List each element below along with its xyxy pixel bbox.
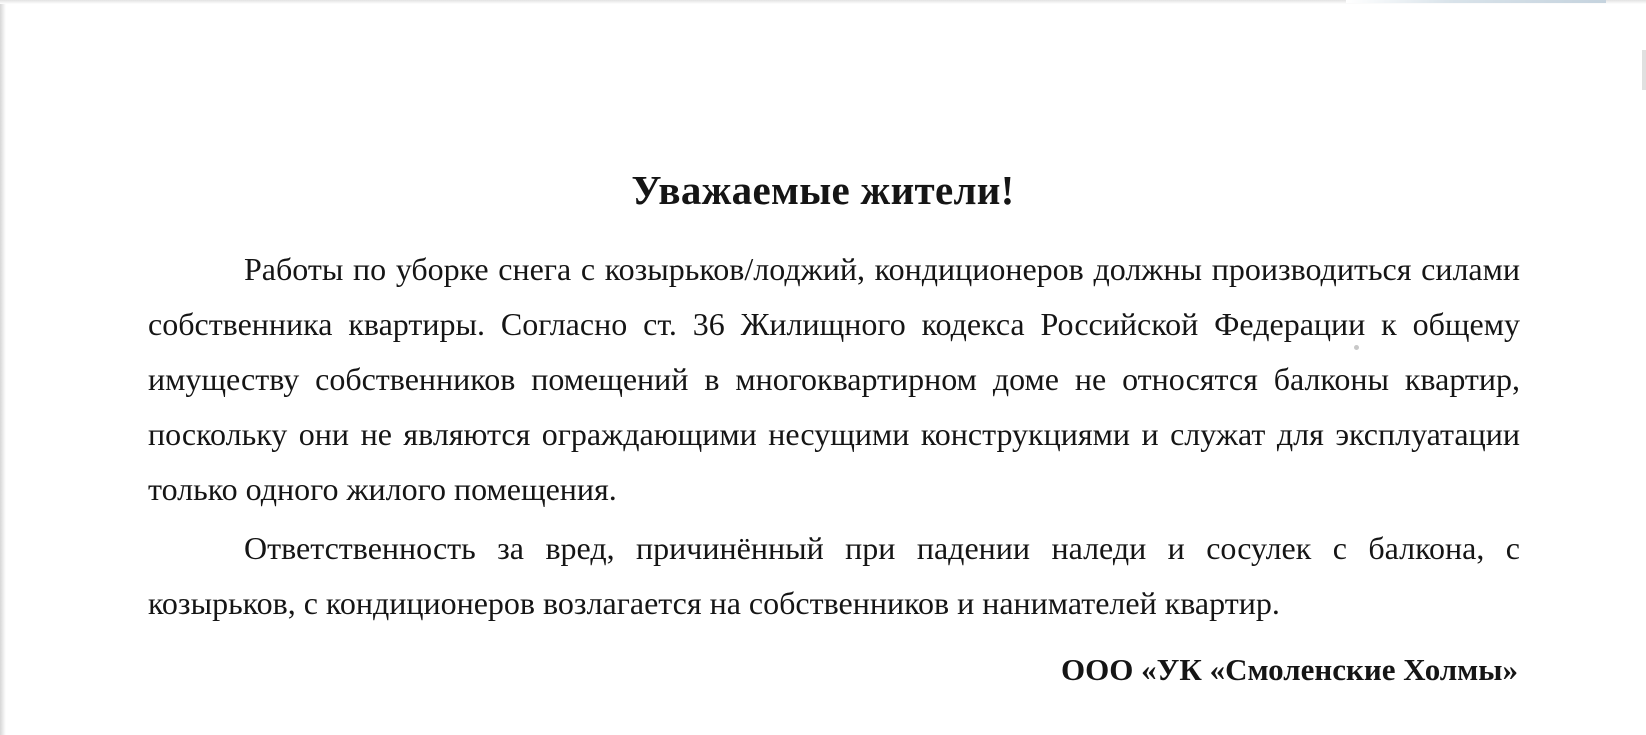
scan-artifact-top-right <box>1346 0 1606 3</box>
paragraph-snow-removal: Работы по уборке снега с козырьков/лоджий, кондиционеров должны производиться силами собственника квартиры. Согласно ст. 36 Жилищного кодекса Российской Федерации к общему имуществу собственников помещений в многоквартирном доме не относятся балконы квартир, поскольку они не являются ограждающими несущими конструкциями и служат для эксплуатации только одного жилого помещения. <box>148 251 1520 507</box>
company-signature: ООО «УК «Смоленские Холмы» <box>1061 652 1518 687</box>
scan-artifact-right <box>1642 50 1646 90</box>
notice-body <box>148 242 1520 635</box>
scan-edge-left <box>0 0 6 735</box>
notice-title: Уважаемые жители! <box>631 167 1015 213</box>
paragraph-responsibility: Ответственность за вред, причинённый при падении наледи и сосулек с балкона, с козырьков, с кондиционеров возлагается на собственников и нанимателей квартир. <box>148 530 1520 621</box>
